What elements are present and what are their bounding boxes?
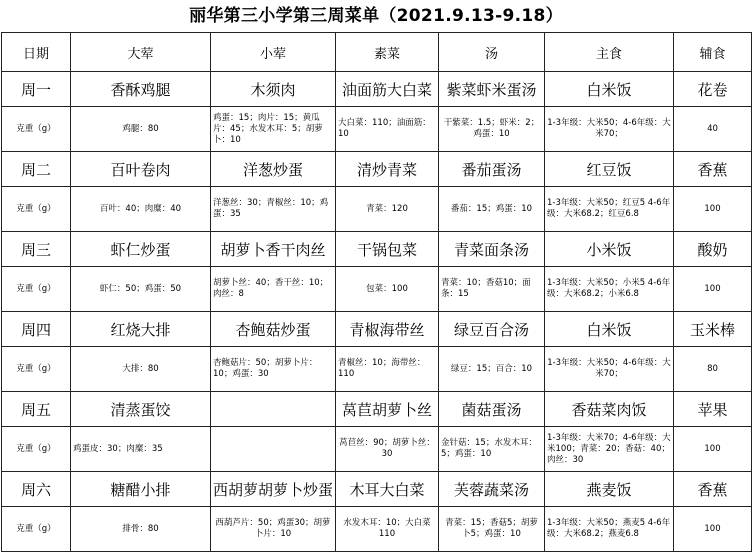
qty-label: 克重（g） <box>2 107 71 152</box>
dish-soup: 青菜面条汤 <box>439 232 545 267</box>
dish-soup: 绿豆百合汤 <box>439 312 545 347</box>
qty-vegetable: 包菜：100 <box>336 267 439 312</box>
qty-vegetable: 莴苣丝：90；胡萝卜丝：30 <box>336 427 439 472</box>
day-label: 周五 <box>2 392 71 427</box>
qty-soup: 绿豆：15；百合：10 <box>439 347 545 392</box>
dish-row-tuesday <box>2 152 752 187</box>
dish-main-meat: 香酥鸡腿 <box>71 72 211 107</box>
dish-extra: 苹果 <box>674 392 752 427</box>
dish-extra: 玉米棒 <box>674 312 752 347</box>
qty-extra: 100 <box>674 507 752 552</box>
qty-vegetable: 水发木耳：10；大白菜110 <box>336 507 439 552</box>
header-soup: 汤 <box>439 33 545 72</box>
qty-main-meat: 排骨：80 <box>71 507 211 552</box>
qty-row-tuesday <box>2 187 752 232</box>
dish-vegetable: 油面筋大白菜 <box>336 72 439 107</box>
dish-side-meat <box>211 392 336 427</box>
qty-staple: 1-3年级：大米50；红豆5 4-6年级：大米68.2；红豆6.8 <box>545 187 674 232</box>
day-label: 周四 <box>2 312 71 347</box>
header-date: 日期 <box>2 33 71 72</box>
dish-staple: 燕麦饭 <box>545 472 674 507</box>
qty-row-friday <box>2 427 752 472</box>
dish-extra: 香蕉 <box>674 472 752 507</box>
dish-row-monday <box>2 72 752 107</box>
dish-main-meat: 百叶卷肉 <box>71 152 211 187</box>
header-vegetable: 素菜 <box>336 33 439 72</box>
qty-extra: 100 <box>674 427 752 472</box>
dish-soup: 番茄蛋汤 <box>439 152 545 187</box>
qty-staple: 1-3年级：大米50；燕麦5 4-6年级：大米68.2；燕麦6.8 <box>545 507 674 552</box>
qty-vegetable: 青椒丝：10；海带丝：110 <box>336 347 439 392</box>
qty-staple: 1-3年级：大米50；4-6年级：大米70； <box>545 347 674 392</box>
dish-staple: 白米饭 <box>545 312 674 347</box>
qty-extra: 80 <box>674 347 752 392</box>
menu-table <box>1 32 752 552</box>
day-label: 周三 <box>2 232 71 267</box>
header-side-meat: 小荤 <box>211 33 336 72</box>
qty-vegetable: 大白菜：110；油面筋：10 <box>336 107 439 152</box>
dish-side-meat: 西胡萝胡萝卜炒蛋 <box>211 472 336 507</box>
qty-staple: 1-3年级：大米70；4-6年级：大米100；青菜：20；香菇：40；肉丝：30 <box>545 427 674 472</box>
day-label: 周二 <box>2 152 71 187</box>
dish-extra: 花卷 <box>674 72 752 107</box>
qty-side-meat <box>211 427 336 472</box>
qty-label: 克重（g） <box>2 347 71 392</box>
qty-main-meat: 百叶：40；肉糜：40 <box>71 187 211 232</box>
qty-row-wednesday <box>2 267 752 312</box>
header-extra: 辅食 <box>674 33 752 72</box>
dish-row-thursday <box>2 312 752 347</box>
header-row <box>2 33 752 72</box>
dish-staple: 红豆饭 <box>545 152 674 187</box>
dish-main-meat: 红烧大排 <box>71 312 211 347</box>
dish-staple: 香菇菜肉饭 <box>545 392 674 427</box>
qty-extra: 100 <box>674 267 752 312</box>
dish-vegetable: 青椒海带丝 <box>336 312 439 347</box>
qty-label: 克重（g） <box>2 507 71 552</box>
dish-side-meat: 胡萝卜香干肉丝 <box>211 232 336 267</box>
header-main-meat: 大荤 <box>71 33 211 72</box>
dish-side-meat: 杏鲍菇炒蛋 <box>211 312 336 347</box>
qty-side-meat: 洋葱丝：30；青椒丝：10；鸡蛋：35 <box>211 187 336 232</box>
qty-row-thursday <box>2 347 752 392</box>
qty-vegetable: 青菜：120 <box>336 187 439 232</box>
dish-row-saturday <box>2 472 752 507</box>
qty-soup: 青菜：10；香菇10；面条：15 <box>439 267 545 312</box>
qty-label: 克重（g） <box>2 427 71 472</box>
qty-main-meat: 鸡蛋皮：30；肉糜：35 <box>71 427 211 472</box>
dish-vegetable: 清炒青菜 <box>336 152 439 187</box>
qty-main-meat: 虾仁：50；鸡蛋：50 <box>71 267 211 312</box>
dish-extra: 香蕉 <box>674 152 752 187</box>
qty-main-meat: 鸡腿：80 <box>71 107 211 152</box>
qty-extra: 40 <box>674 107 752 152</box>
header-staple: 主食 <box>545 33 674 72</box>
dish-side-meat: 木须肉 <box>211 72 336 107</box>
dish-soup: 紫菜虾米蛋汤 <box>439 72 545 107</box>
dish-row-wednesday <box>2 232 752 267</box>
dish-main-meat: 虾仁炒蛋 <box>71 232 211 267</box>
qty-staple: 1-3年级：大米50；4-6年级：大米70； <box>545 107 674 152</box>
qty-soup: 青菜：15；香菇5；胡萝卜5；鸡蛋：10 <box>439 507 545 552</box>
dish-side-meat: 洋葱炒蛋 <box>211 152 336 187</box>
qty-soup: 金针菇：15；水发木耳：5；鸡蛋：10 <box>439 427 545 472</box>
qty-extra: 100 <box>674 187 752 232</box>
qty-row-saturday <box>2 507 752 552</box>
qty-row-monday <box>2 107 752 152</box>
qty-side-meat: 杏鲍菇片：50；胡萝卜片：10；鸡蛋：30 <box>211 347 336 392</box>
qty-label: 克重（g） <box>2 267 71 312</box>
dish-staple: 小米饭 <box>545 232 674 267</box>
qty-label: 克重（g） <box>2 187 71 232</box>
dish-extra: 酸奶 <box>674 232 752 267</box>
qty-main-meat: 大排：80 <box>71 347 211 392</box>
qty-side-meat: 鸡蛋：15；肉片：15；黄瓜片：45；水发木耳：5；胡萝卜：10 <box>211 107 336 152</box>
dish-main-meat: 清蒸蛋饺 <box>71 392 211 427</box>
dish-vegetable: 莴苣胡萝卜丝 <box>336 392 439 427</box>
dish-row-friday <box>2 392 752 427</box>
day-label: 周一 <box>2 72 71 107</box>
qty-soup: 干紫菜：1.5；虾米：2；鸡蛋：10 <box>439 107 545 152</box>
dish-vegetable: 木耳大白菜 <box>336 472 439 507</box>
dish-soup: 菌菇蛋汤 <box>439 392 545 427</box>
qty-side-meat: 西葫芦片：50；鸡蛋30；胡萝卜片：10 <box>211 507 336 552</box>
day-label: 周六 <box>2 472 71 507</box>
qty-side-meat: 胡萝卜丝：40；香干丝：10；肉丝：8 <box>211 267 336 312</box>
dish-main-meat: 糖醋小排 <box>71 472 211 507</box>
dish-soup: 芙蓉蔬菜汤 <box>439 472 545 507</box>
page-title: 丽华第三小学第三周菜单（2021.9.13-9.18） <box>189 6 563 26</box>
dish-vegetable: 干锅包菜 <box>336 232 439 267</box>
qty-soup: 番茄：15；鸡蛋：10 <box>439 187 545 232</box>
qty-staple: 1-3年级：大米50；小米5 4-6年级：大米68.2；小米6.8 <box>545 267 674 312</box>
dish-staple: 白米饭 <box>545 72 674 107</box>
